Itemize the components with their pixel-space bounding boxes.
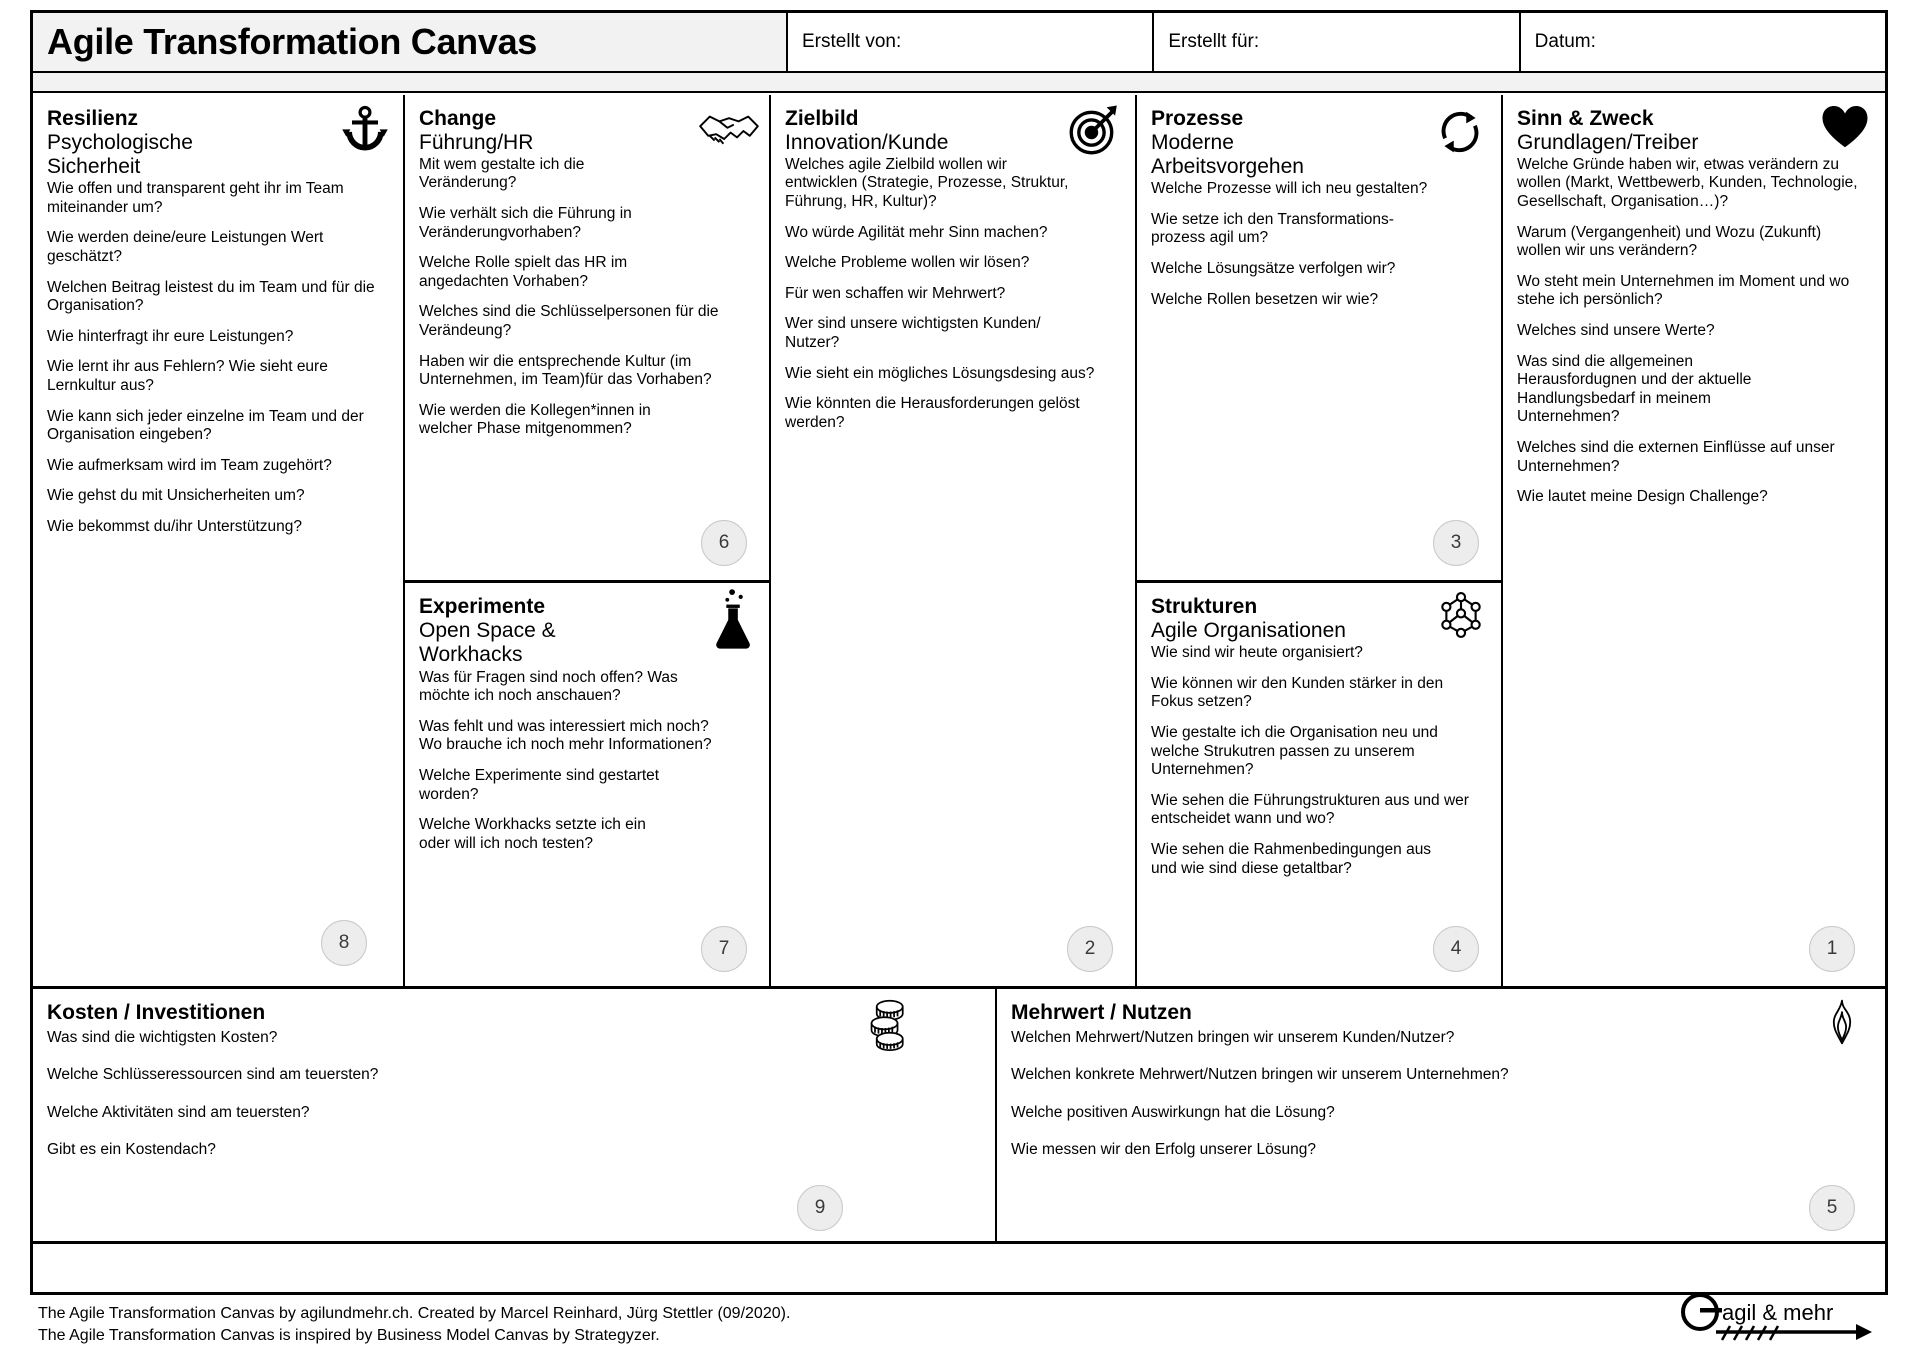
question: Wie lautet meine Design Challenge? xyxy=(1517,488,1768,506)
column-resilienz xyxy=(33,95,405,986)
question: Haben wir die entsprechende Kultur (im Unternehmen, im Team)für das Vorhaben? xyxy=(419,352,712,389)
question: Welche Lösungsätze verfolgen wir? xyxy=(1151,260,1396,278)
question: Welche Rollen besetzen wir wie? xyxy=(1151,290,1379,308)
block-number-badge: 3 xyxy=(1433,520,1479,566)
block-subtitle: Moderne Arbeitsvorgehen xyxy=(1151,130,1304,178)
header-band xyxy=(33,73,1885,93)
question: Wer sind unsere wichtigsten Kunden/ Nutzer? xyxy=(785,315,1041,352)
block-title: Prozesse xyxy=(1151,107,1244,130)
column-sinn-zweck xyxy=(1503,95,1885,986)
block-change[interactable] xyxy=(405,95,769,583)
column-zielbild xyxy=(771,95,1137,986)
page-title xyxy=(33,13,788,71)
question: Gibt es ein Kostendach? xyxy=(47,1141,216,1159)
question: Wie offen und transparent geht ihr im Team miteinander um? xyxy=(47,180,344,216)
column-change xyxy=(405,95,771,986)
block-title: Experimente xyxy=(419,595,546,619)
question: Wie lernt ihr aus Fehlern? Wie sieht eure Lernkultur aus? xyxy=(47,358,328,394)
question: Warum (Vergangenheit) und Wozu (Zukunft) wollen wir uns verändern? xyxy=(1517,223,1822,260)
question: Welchen konkrete Mehrwert/Nutzen bringen wir unserem Unternehmen? xyxy=(1011,1066,1509,1084)
block-number-badge: 6 xyxy=(701,520,747,566)
column-prozesse xyxy=(1137,95,1503,986)
created-for-field[interactable] xyxy=(1154,13,1520,71)
block-title: Strukturen xyxy=(1151,595,1258,619)
block-subtitle: Open Space & Workhacks xyxy=(419,618,556,667)
block-title: Change xyxy=(419,107,497,130)
svg-text:agil & mehr: agil & mehr xyxy=(1722,1300,1834,1325)
question: Welche Schlüsseressourcen sind am teuersten? xyxy=(47,1066,379,1084)
question: Wie gehst du mit Unsicherheiten um? xyxy=(47,487,305,505)
question: Welche Workhacks setzte ich ein oder will ich noch testen? xyxy=(419,816,646,852)
question: Mit wem gestalte ich die Veränderung? xyxy=(419,155,585,192)
question: Welches agile Zielbild wollen wir entwicklen (Strategie, Prozesse, Struktur, Führung, HR, Kultur)? xyxy=(785,155,1069,211)
question: Für wen schaffen wir Mehrwert? xyxy=(785,284,1006,302)
question: Wie werden die Kollegen*innen in welcher Phase mitgenommen? xyxy=(419,401,651,438)
question: Wie messen wir den Erfolg unserer Lösung? xyxy=(1011,1141,1316,1159)
created-by-field[interactable] xyxy=(788,13,1154,71)
block-subtitle: Innovation/Kunde xyxy=(785,130,949,154)
question: Wie verhält sich die Führung in Veränderungvorhaben? xyxy=(419,205,632,241)
question: Wie werden deine/eure Leistungen Wert geschätzt? xyxy=(47,229,324,266)
block-zielbild[interactable] xyxy=(771,95,1135,986)
page-title-text: Agile Transformation Canvas xyxy=(47,21,538,62)
block-title: Resilienz xyxy=(47,107,139,130)
question: Was sind die wichtigsten Kosten? xyxy=(47,1028,278,1046)
block-subtitle: Psychologische Sicherheit xyxy=(47,130,193,178)
block-mehrwert[interactable] xyxy=(997,989,1885,1241)
block-number-badge: 8 xyxy=(321,920,367,966)
block-title: Mehrwert / Nutzen xyxy=(1011,1001,1192,1024)
block-strukturen[interactable] xyxy=(1137,583,1501,986)
block-number-badge: 5 xyxy=(1809,1185,1855,1231)
created-by-label: Erstellt von: xyxy=(802,31,902,52)
question: Welchen Mehrwert/Nutzen bringen wir unserem Kunden/Nutzer? xyxy=(1011,1028,1455,1046)
canvas-main-grid xyxy=(33,95,1885,989)
question: Wie gestalte ich die Organisation neu und welche Strukutren passen zu unserem Unternehmen? xyxy=(1151,724,1438,779)
question: Wie sehen die Führungstrukturen aus und wer entscheidet wann und wo? xyxy=(1151,791,1469,828)
block-title: Kosten / Investitionen xyxy=(47,1001,266,1024)
question: Welche Prozesse will ich neu gestalten? xyxy=(1151,180,1428,198)
block-prozesse[interactable] xyxy=(1137,95,1501,583)
footer-line-1: The Agile Transformation Canvas by agilundmehr.ch. Created by Marcel Reinhard, Jürg Stettler (09/2020). xyxy=(38,1305,791,1322)
question: Welche positiven Auswirkungn hat die Lösung? xyxy=(1011,1103,1335,1121)
question: Wie sind wir heute organisiert? xyxy=(1151,644,1363,662)
date-field[interactable] xyxy=(1521,13,1885,71)
question: Wie kann sich jeder einzelne im Team und der Organisation eingeben? xyxy=(47,407,364,444)
question: Wie sieht ein mögliches Lösungsdesing aus? xyxy=(785,364,1095,382)
agile-transformation-canvas xyxy=(30,10,1888,1295)
question: Wie aufmerksam wird im Team zugehört? xyxy=(47,456,332,474)
question: Welches sind die Schlüsselpersonen für die Verändeung? xyxy=(419,303,719,340)
block-title: Sinn & Zweck xyxy=(1517,107,1654,130)
question: Wo steht mein Unternehmen im Moment und wo stehe ich persönlich? xyxy=(1517,272,1850,309)
created-for-label: Erstellt für: xyxy=(1168,31,1260,52)
question: Welche Experimente sind gestartet worden? xyxy=(419,766,660,803)
question: Welches sind unsere Werte? xyxy=(1517,322,1715,340)
date-label: Datum: xyxy=(1534,31,1596,52)
agil-und-mehr-logo xyxy=(1676,1288,1886,1344)
block-number-badge: 1 xyxy=(1809,926,1855,972)
question: Wie bekommst du/ihr Unterstützung? xyxy=(47,517,302,535)
block-kosten[interactable] xyxy=(33,989,997,1241)
question: Wie sehen die Rahmenbedingungen aus und wie sind diese getaltbar? xyxy=(1151,840,1432,877)
footer-line-2: The Agile Transformation Canvas is inspired by Business Model Canvas by Strategyzer. xyxy=(38,1326,660,1344)
canvas-bottom-row xyxy=(33,989,1885,1244)
block-title: Zielbild xyxy=(785,107,859,130)
block-subtitle: Führung/HR xyxy=(419,130,534,154)
footer-credits xyxy=(38,1303,790,1346)
question: Was für Fragen sind noch offen? Was möchte ich noch anschauen? xyxy=(419,668,678,705)
question: Wie können wir den Kunden stärker in den Fokus setzen? xyxy=(1151,674,1444,711)
question: Welchen Beitrag leistest du im Team und für die Organisation? xyxy=(47,278,375,315)
question: Welche Rolle spielt das HR im angedachten Vorhaben? xyxy=(419,254,628,290)
block-experimente[interactable] xyxy=(405,583,769,986)
question: Wie könnten die Herausforderungen gelöst werden? xyxy=(785,395,1080,431)
block-number-badge: 9 xyxy=(797,1185,843,1231)
question: Welche Aktivitäten sind am teuersten? xyxy=(47,1103,310,1121)
block-resilienz[interactable] xyxy=(33,95,403,986)
block-sinn-zweck[interactable] xyxy=(1503,95,1885,986)
block-number-badge: 2 xyxy=(1067,926,1113,972)
question: Welches sind die externen Einflüsse auf unser Unternehmen? xyxy=(1517,439,1835,475)
question: Was fehlt und was interessiert mich noch? Wo brauche ich noch mehr Informationen? xyxy=(419,717,712,754)
question: Wie setze ich den Transformations- prozess agil um? xyxy=(1151,210,1394,247)
block-subtitle: Grundlagen/Treiber xyxy=(1517,130,1699,154)
question: Wo würde Agilität mehr Sinn machen? xyxy=(785,223,1048,241)
question: Was sind die allgemeinen Herausfordugnen und der aktuelle Handlungsbedarf in meinem Unternehmen? xyxy=(1517,352,1752,426)
block-subtitle: Agile Organisationen xyxy=(1151,618,1346,642)
question: Welche Probleme wollen wir lösen? xyxy=(785,254,1030,272)
block-number-badge: 7 xyxy=(701,926,747,972)
question: Welche Gründe haben wir, etwas verändern zu wollen (Markt, Wettbewerb, Kunden, Technologie, Gesellschaft, Organisation…)? xyxy=(1517,155,1858,211)
question: Wie hinterfragt ihr eure Leistungen? xyxy=(47,327,294,345)
canvas-header xyxy=(33,13,1885,73)
block-number-badge: 4 xyxy=(1433,926,1479,972)
